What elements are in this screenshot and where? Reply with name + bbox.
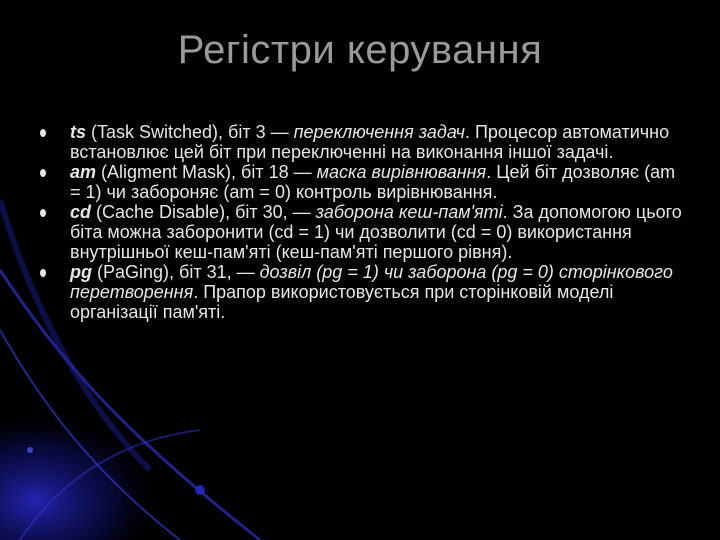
bullet-item-am [40, 162, 690, 202]
bullet-item-pg [40, 262, 690, 322]
bit-meaning: переключення задач [293, 122, 465, 142]
bit-detail: . За допомогою цього біта можна заборонити (cd = 1) чи дозволити (cd = 0) використання внутрішньої кеш-пам'яті (кеш-пам'яті першого рівня). [70, 202, 682, 262]
bullet-item-cd [40, 202, 690, 262]
register-bit-name: ts [70, 122, 87, 142]
bit-detail: . Процесор автоматично встановлює цей біт при переключенні на виконання іншої задачі. [70, 122, 670, 162]
bit-meaning: дозвіл (pg = 1) чи заборона (pg = 0) сторінкового перетворення [70, 262, 673, 302]
bit-detail: . Прапор використовується при сторінковій моделі організації пам'яті. [70, 282, 614, 322]
bullet-icon [40, 209, 46, 217]
bit-description: (Task Switched), біт 3 — [86, 122, 294, 142]
bit-description: (Cache Disable), біт 30, — [91, 202, 316, 222]
bit-description: (PaGing), біт 31, — [92, 262, 260, 282]
slide-title: Регістри керування [177, 28, 543, 72]
register-bit-name: am [70, 162, 97, 182]
bullet-icon [40, 269, 46, 277]
register-bit-name: cd [70, 202, 92, 222]
bullet-item-ts [40, 122, 690, 162]
bullet-icon [40, 129, 46, 137]
bullet-icon [40, 169, 46, 177]
bit-meaning: маска вирівнювання [316, 162, 487, 182]
bit-meaning: заборона кеш-пам'яті [315, 202, 503, 222]
bit-description: (Aligment Mask), біт 18 — [96, 162, 317, 182]
register-bit-name: pg [70, 262, 92, 282]
bit-detail: . Цей біт дозволяє (am = 1) чи забороняє (am = 0) контроль вирівнювання. [70, 162, 676, 202]
bullet-list [40, 122, 690, 322]
